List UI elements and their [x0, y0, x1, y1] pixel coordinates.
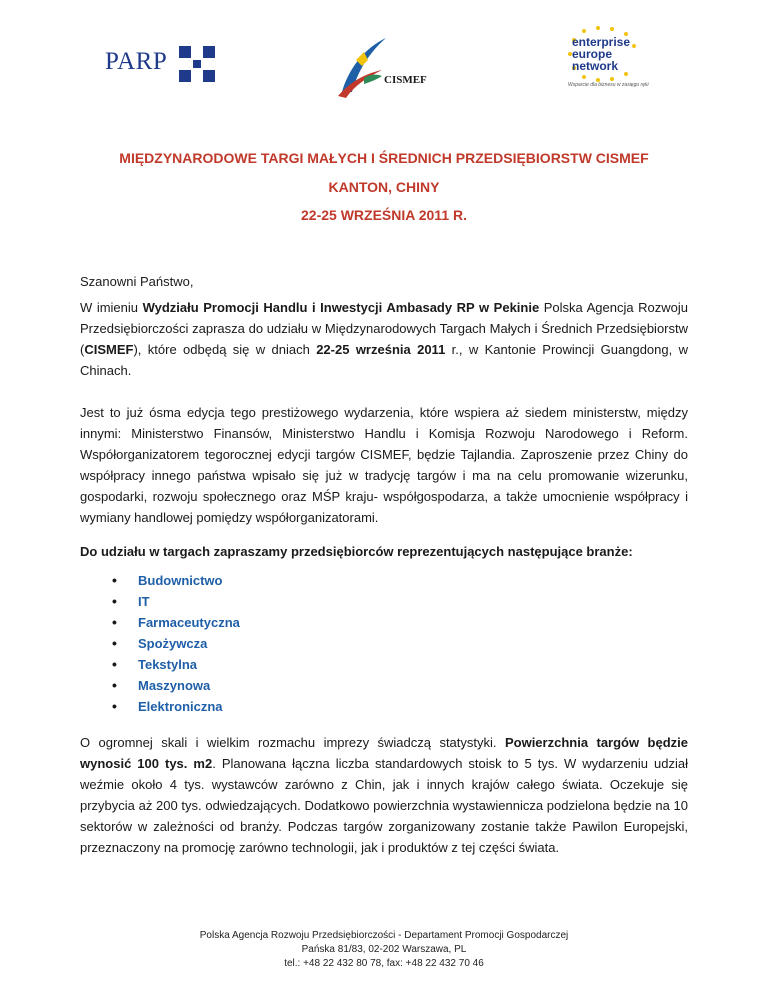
paragraph-sectors-intro: Do udziału w targach zapraszamy przedsiębiorców reprezentujących następujące branże: [80, 544, 633, 559]
footer-address: Pańska 81/83, 02-202 Warszawa, PL [301, 944, 467, 955]
document-title: MIĘDZYNARODOWE TARGI MAŁYCH I ŚREDNICH PRZEDSIĘBIORSTW CISMEF [119, 150, 649, 166]
list-item: • Budownictwo [112, 570, 240, 591]
parp-mark-icon [177, 44, 217, 84]
embassy-department: Wydziału Promocji Handlu i Inwestycji Ambasady RP w Pekinie [142, 300, 540, 315]
parp-logo [105, 44, 225, 88]
list-item: • Tekstylna [112, 654, 240, 675]
footer [0, 929, 768, 971]
list-item: • IT [112, 591, 240, 612]
paragraph-edition: Jest to już ósma edycja tego prestiżowego wydarzenia, które wspiera aż siedem ministerstw, między innymi: Ministerstwo Finansów, Ministerstwo Handlu i Komisja Rozwoju Narodowego i Reform. Współorganizatorem tegorocznej edycji targów CISMEF, będzie Tajlandia. Zaproszenie przez Chiny do współpracy innego państwa wpisało się już w tradycję targów i ma na celu promowanie wizerunku, gospodarki, rozwoju społecznego oraz MŚP kraju- współgospodarza, a także umocnienie współpracy i wymiany handlowej pomiędzy współorganizatorami. [80, 405, 688, 525]
cismef-logo-text: CISMEF [384, 74, 427, 86]
area-statistic: Powierzchnia targów będzie wynosić 100 tys. m2 [80, 735, 689, 771]
list-item: • Maszynowa [112, 675, 240, 696]
list-item: • Spożywcza [112, 633, 240, 654]
een-tagline: Wsparcie dla biznesu w zasięgu ręki [568, 82, 649, 88]
cismef-swoosh-icon [334, 30, 394, 102]
parp-logo-text: PARP [105, 48, 168, 75]
event-dates: 22-25 września 2011 [316, 342, 446, 357]
document-dates: 22-25 WRZEŚNIA 2011 R. [301, 207, 467, 223]
paragraph-statistics: O ogromnej skali i wielkim rozmachu imprezy świadczą statystyki. Powierzchnia targów będzie wynosić 100 tys. m2. Planowana łączna liczba standardowych stoisk to 5 tys. W wydarzeniu udział weźmie około 4 tys. wystawców zarówno z Chin, jak i innych krajów całego świata. Oczekuje się przybycia aż 200 tys. odwiedzających. Dodatkowo powierzchnia wystawiennicza podzielona będzie na 10 sektorów w zależności od branży. Podczas targów zorganizowany zostanie także Pawilon Europejski, przeznaczony na promocję zarówno technologii, jak i produktów z tej części świata. [80, 735, 689, 855]
document-location: KANTON, CHINY [328, 179, 440, 195]
paragraph-invitation: W imieniu Wydziału Promocji Handlu i Inwestycji Ambasady RP w Pekinie Polska Agencja Rozwoju Przedsiębiorczości zaprasza do udziału w Międzynarodowych Targach Małych i Średnich Przedsiębiorstw (CISMEF), które odbędą się w dniach 22-25 września 2011 r., w Kantonie Prowincji Guangdong, w Chinach. [80, 300, 688, 378]
list-item: • Elektroniczna [112, 696, 240, 717]
een-logo [558, 26, 668, 106]
greeting: Szanowni Państwo, [80, 274, 194, 289]
list-item: • Farmaceutyczna [112, 612, 240, 633]
sector-list [112, 570, 240, 717]
footer-organization: Polska Agencja Rozwoju Przedsiębiorczości - Departament Promocji Gospodarczej [199, 930, 569, 941]
cismef-abbr: CISMEF [84, 342, 134, 357]
footer-contact: tel.: +48 22 432 80 78, fax: +48 22 432 70 46 [284, 958, 484, 969]
cismef-logo [334, 30, 434, 102]
logo-bar [0, 26, 768, 106]
een-logo-text: enterprise europe network [572, 35, 631, 73]
